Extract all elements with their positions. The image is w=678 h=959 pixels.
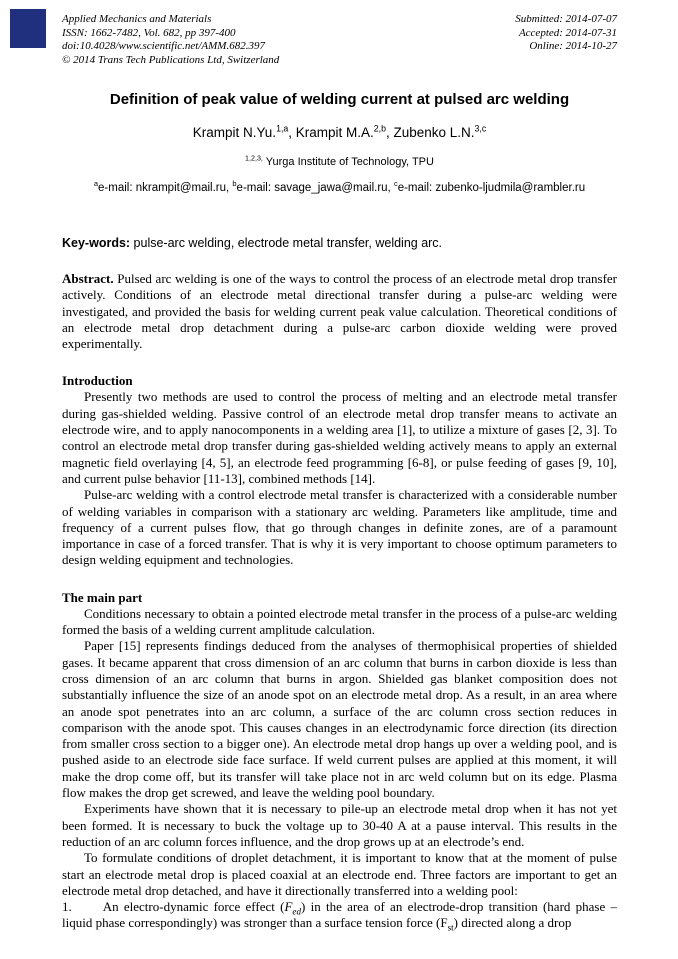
author-2-superscript: 2,b: [373, 123, 386, 134]
abstract-label: Abstract.: [62, 271, 114, 286]
doi-line: doi:10.4028/www.scientific.net/AMM.682.397: [62, 40, 265, 52]
numbered-item-1: [62, 899, 617, 932]
introduction-paragraph-2: Pulse-arc welding with a control electrode metal transfer is characterized with a considerable number of welding variables in comparison with a stationary arc welding. Parameters like amplitude, time and frequency of a current pulses flow, that go through changes in definite zones, are of a paramount importance in case of a forced transfer. That is why it is very important to choose optimum parameters to design welding equipment and technologies.: [62, 487, 617, 568]
online-date: Online: 2014-10-27: [529, 40, 617, 52]
email-1: e-mail: nkrampit@mail.ru,: [98, 182, 233, 194]
journal-info: [62, 13, 279, 67]
main-part-paragraph-2: Paper [15] represents findings deduced from the analyses of thermophisical properties of shielded gases. It became apparent that cross dimension of an arc column that burns in carbon dioxide is less than cross dimension of an arc column that burns in argon. Shielded gas blanket composition does not substantially influence the size of an anode spot on an electrode metal drop. As a result, in an area where an anode spot penetrates into an arc column, a surface of the arc column cross section reduces in comparison with the anode spot. This causes changes in an electrodynamic force direction (its direction from smaller cross section to a bigger one). An electrode metal drop hangs up over a welding pool, and is pushed aside to an electrode side face surface. If weld current pulses are applied at this moment, it will make the drop come off, but its transfer will take place not in arc weld column but on its edge. Plasma flow makes the drop get screwed, and leave the welding pool boundary.: [62, 638, 617, 801]
authors-line: [62, 125, 617, 140]
keywords-line: [62, 236, 617, 250]
emails-line: [62, 179, 617, 194]
issn-volume-line: ISSN: 1662-7482, Vol. 682, pp 397-400: [62, 26, 236, 39]
email-1-superscript: a: [93, 179, 99, 189]
accepted-date: Accepted: 2014-07-31: [518, 26, 617, 39]
author-3: , Zubenko L.N.: [385, 125, 475, 140]
author-2: , Krampit M.A.: [288, 125, 374, 140]
introduction-paragraph-1: Presently two methods are used to control the process of melting and an electrode metal transfer during gas-shielded welding. Passive control of an electrode metal drop transfer means to activate an electrode wire, and to apply nanocomponents in a welding area [1], to utilize a mixture of gases [2, 3]. To control an electrode metal drop transfer during gas-shielded welding actively means to apply an external magnetic field overlaying [4, 5], an electrode feed programming [6-8], or pulse feeding of gases [9, 10], and current pulse behavior [11-13], combined methods [14].: [62, 389, 617, 486]
main-part-paragraph-3: Experiments have shown that it is necessary to pile-up an electrode metal drop when it has not yet been formed. It is necessary to buck the voltage up to 30-40 A at a pause interval. This results in the reduction of an arc column forces influence, and the drop grows up at an electrode’s end.: [62, 801, 617, 849]
abstract-text: Pulsed arc welding is one of the ways to control the process of an electrode metal drop transfer actively. Conditions of an electrode metal directional transfer during a pulse-arc welding were investigated, and provided the basis for welding current peak value calculation. Theoretical conditions of an electrode metal drop detachment during a pulse-arc carbon dioxide welding were proved experimentally.: [62, 271, 617, 352]
main-part-heading: The main part: [62, 589, 143, 605]
affiliation-text: Yurga Institute of Technology, TPU: [262, 156, 434, 168]
item-number: 1.: [62, 899, 72, 915]
force-subscript-ed: ed: [292, 906, 302, 917]
keywords-text: pulse-arc welding, electrode metal transfer, welding arc.: [130, 236, 443, 250]
item-text-2: ) in the area of an electrode-drop transition (hard phase – liquid phase correspondingly) was stronger than a surface tension force (F: [62, 899, 617, 931]
corner-bookmark-mark: [10, 9, 46, 48]
paper-title: Definition of peak value of welding current at pulsed arc welding: [109, 91, 570, 108]
email-2: e-mail: savage_jawa@mail.ru,: [236, 182, 394, 194]
introduction-heading: Introduction: [62, 373, 133, 389]
main-part-paragraph-4: To formulate conditions of droplet detachment, it is important to know that at the moment of pulse start an electrode metal drop is placed coaxial at an electrode end. Three factors are important to get an electrode metal drop detached, and have it directionally transferred into a welding pool:: [62, 850, 617, 898]
abstract-block: [62, 271, 617, 352]
author-3-superscript: 3,c: [474, 123, 487, 134]
affiliation-line: [62, 156, 617, 168]
email-3: e-mail: zubenko-ljudmila@rambler.ru: [397, 182, 586, 194]
force-symbol-fed: F: [284, 899, 293, 915]
submitted-date: Submitted: 2014-07-07: [515, 13, 617, 25]
affiliation-superscript: 1,2,3,: [245, 154, 263, 163]
force-subscript-st: st: [447, 922, 454, 933]
submission-dates: [515, 13, 617, 67]
copyright-line: © 2014 Trans Tech Publications Ltd, Switzerland: [62, 53, 280, 66]
item-text-3: ) directed along a drop: [453, 915, 572, 931]
journal-name: Applied Mechanics and Materials: [62, 13, 212, 25]
author-1: Krampit N.Yu.: [192, 125, 277, 140]
author-1-superscript: 1,a: [276, 123, 289, 134]
publication-header: [62, 13, 617, 67]
keywords-label: Key-words:: [62, 236, 131, 250]
main-part-paragraph-1: Conditions necessary to obtain a pointed electrode metal transfer in the process of a pulse-arc welding formed the basis of a welding current amplitude calculation.: [62, 605, 617, 638]
email-3-superscript: c: [393, 179, 398, 189]
item-text-1: An electro-dynamic force effect (: [102, 899, 285, 915]
email-2-superscript: b: [232, 179, 237, 189]
